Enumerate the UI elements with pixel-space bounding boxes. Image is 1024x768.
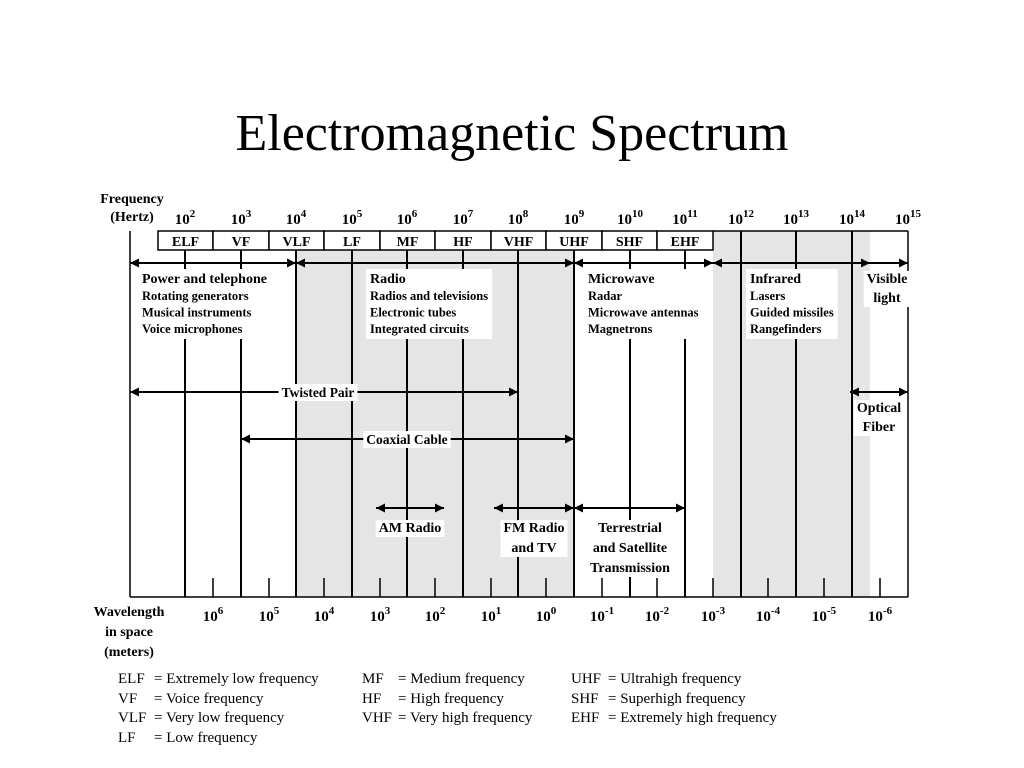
region-text <box>746 269 838 339</box>
region-item: Magnetrons <box>588 322 653 336</box>
region-item: Voice microphones <box>142 322 243 336</box>
twisted-pair-label-line: Twisted Pair <box>281 385 355 400</box>
legend-column-3 <box>571 670 777 729</box>
region-item: Rangefinders <box>750 322 822 336</box>
visible-light-label <box>864 271 911 307</box>
region-item: Radios and televisions <box>370 289 489 303</box>
frequency-tick: $10^5$ <box>341 208 363 228</box>
am-radio-label-line: AM Radio <box>378 521 442 536</box>
band-label: VHF <box>503 235 534 250</box>
am-radio-label <box>376 520 445 537</box>
band-label: VLF <box>282 235 311 250</box>
legend-abbr: MF <box>362 671 384 687</box>
wavelength-tick-label: $10^{-6}$ <box>867 605 893 625</box>
legend-desc: = Low frequency <box>154 729 258 746</box>
legend-row <box>118 670 319 690</box>
legend-desc: = High frequency <box>398 690 504 707</box>
wavelength-header-line: (meters) <box>104 645 154 660</box>
twisted-pair-label <box>279 384 358 401</box>
coaxial-cable-label-line: Coaxial Cable <box>366 432 448 447</box>
frequency-header-line: (Hertz) <box>110 210 154 225</box>
region-heading: Power and telephone <box>142 272 267 287</box>
visible-light-label-line: Visible <box>866 272 908 287</box>
legend-desc: = Very high frequency <box>398 710 533 726</box>
region-item: Radar <box>588 289 623 303</box>
fm-radio-label-line: FM Radio <box>503 521 565 536</box>
band-label: SHF <box>615 235 644 250</box>
frequency-tick: $10^{11}$ <box>672 208 698 228</box>
wavelength-tick-label: $10^{-5}$ <box>811 605 837 625</box>
visible-light-label-line: light <box>873 291 901 306</box>
legend-column-2 <box>362 670 532 729</box>
wavelength-axis <box>203 605 893 625</box>
frequency-header <box>100 192 164 225</box>
legend-desc: = Voice frequency <box>154 690 264 707</box>
region-item: Lasers <box>750 289 786 303</box>
frequency-tick: $10^8$ <box>507 208 529 228</box>
legend-abbr: HF <box>362 690 382 707</box>
frequency-tick: $10^9$ <box>563 208 585 228</box>
legend-abbr: UHF <box>571 671 602 687</box>
region-heading: Radio <box>370 272 406 287</box>
wavelength-tick-label: $10^{-3}$ <box>700 605 726 625</box>
band-label: UHF <box>559 235 589 250</box>
frequency-tick: $10^{10}$ <box>617 208 643 228</box>
slide-title: Electromagnetic Spectrum <box>235 105 789 162</box>
optical-fiber-label-line: Fiber <box>862 420 896 435</box>
legend-column-1 <box>118 670 319 748</box>
legend-desc: = Ultrahigh frequency <box>608 671 742 687</box>
region-item: Electronic tubes <box>370 305 457 320</box>
wavelength-tick-label: $10^4$ <box>313 605 335 625</box>
region-text <box>584 269 703 339</box>
coaxial-cable-label <box>363 431 450 448</box>
region-item: Microwave antennas <box>588 305 699 320</box>
region-text <box>366 269 492 339</box>
frequency-tick: $10^6$ <box>396 208 418 228</box>
wavelength-tick-label: $10^2$ <box>424 605 446 625</box>
legend-row <box>362 690 532 710</box>
terrestrial-label <box>587 520 673 577</box>
legend-abbr: SHF <box>571 690 599 707</box>
band-label: HF <box>453 235 473 250</box>
region-heading: Infrared <box>750 272 802 287</box>
frequency-tick: $10^2$ <box>174 208 196 228</box>
legend-abbr: ELF <box>118 671 145 687</box>
wavelength-tick-label: $10^0$ <box>535 605 557 625</box>
wavelength-header <box>94 605 165 660</box>
wavelength-tick-label: $10^{-1}$ <box>589 605 615 625</box>
region-item: Musical instruments <box>142 305 252 320</box>
band-label: MF <box>396 235 419 250</box>
legend-desc: = Extremely low frequency <box>154 671 319 687</box>
wavelength-tick-label: $10^5$ <box>258 605 280 625</box>
legend-abbr: LF <box>118 729 136 746</box>
frequency-tick: $10^{13}$ <box>783 208 809 228</box>
legend-abbr: VF <box>118 690 138 707</box>
terrestrial-label-line: Terrestrial <box>598 521 662 536</box>
frequency-tick: $10^{14}$ <box>839 208 865 228</box>
legend-row <box>118 729 319 749</box>
legend-row <box>571 670 777 690</box>
fm-radio-label-line: and TV <box>511 541 557 556</box>
band-label: ELF <box>171 235 200 250</box>
fm-radio-label <box>500 520 567 557</box>
wavelength-tick-label: $10^6$ <box>202 605 224 625</box>
frequency-tick: $10^4$ <box>285 208 307 228</box>
legend-abbr: VHF <box>362 710 393 726</box>
wavelength-header-line: Wavelength <box>93 605 165 620</box>
frequency-axis <box>175 208 922 228</box>
legend-row <box>118 709 319 729</box>
region-text <box>138 269 271 339</box>
legend-desc: = Medium frequency <box>398 671 525 687</box>
wavelength-tick-label: $10^{-4}$ <box>755 605 781 625</box>
terrestrial-label-line: and Satellite <box>592 541 668 556</box>
legend-row <box>571 709 777 729</box>
optical-fiber-label <box>854 400 904 436</box>
frequency-tick: $10^{12}$ <box>728 208 754 228</box>
terrestrial-label-line: Transmission <box>590 561 670 576</box>
region-item: Guided missiles <box>750 305 834 320</box>
legend-row <box>362 709 532 729</box>
band-label: VF <box>231 235 251 250</box>
legend-abbr: EHF <box>571 710 600 726</box>
wavelength-tick-label: $10^3$ <box>369 605 391 625</box>
frequency-header-line: Frequency <box>100 192 164 207</box>
band-label: EHF <box>670 235 700 250</box>
frequency-tick: $10^{15}$ <box>895 208 921 228</box>
legend-row <box>571 690 777 710</box>
legend-row <box>362 670 532 690</box>
region-item: Rotating generators <box>142 289 249 303</box>
region-item: Integrated circuits <box>370 322 469 336</box>
legend-abbr: VLF <box>118 710 147 726</box>
region-heading: Microwave <box>588 272 655 287</box>
wavelength-header-line: in space <box>105 625 153 640</box>
wavelength-tick-label: $10^1$ <box>480 605 502 625</box>
legend-row <box>118 690 319 710</box>
legend-desc: = Extremely high frequency <box>608 710 777 726</box>
wavelength-tick-label: $10^{-2}$ <box>644 605 670 625</box>
legend-desc: = Very low frequency <box>154 710 285 726</box>
frequency-tick: $10^7$ <box>452 208 474 228</box>
optical-fiber-label-line: Optical <box>856 401 902 416</box>
frequency-tick: $10^3$ <box>230 208 252 228</box>
band-label: LF <box>343 235 361 250</box>
legend-desc: = Superhigh frequency <box>608 690 746 707</box>
